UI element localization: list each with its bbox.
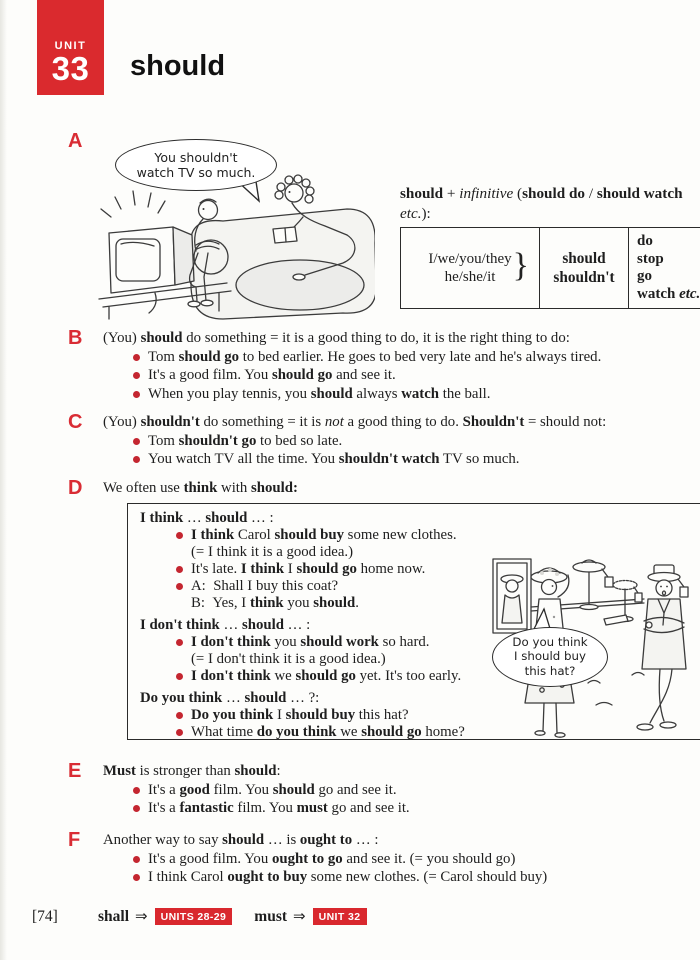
example-text: I think Carol should buy some new clothes. xyxy=(191,526,457,543)
section-e-heading: Must is stronger than should: xyxy=(103,763,281,779)
speech-line: this hat? xyxy=(524,663,576,678)
bullet-dot-icon xyxy=(133,354,140,361)
cross-reference-shall xyxy=(98,907,232,926)
section-c-heading: (You) shouldn't do something = it is not a good thing to do. Shouldn't = should not: xyxy=(103,414,607,430)
example-text: You watch TV all the time. You shouldn't watch TV so much. xyxy=(148,451,520,467)
brace-glyph: } xyxy=(512,247,529,284)
husband-figure xyxy=(637,565,688,730)
section-e-letter: E xyxy=(68,760,82,782)
speech-line: Do you think xyxy=(512,634,588,649)
example-line xyxy=(103,781,686,800)
conjugation-table xyxy=(400,227,700,309)
section-c xyxy=(68,413,686,469)
bullet-dot-icon xyxy=(133,805,140,812)
example-line xyxy=(103,385,686,404)
bullet-dot-icon xyxy=(133,787,140,794)
bullet-dot-icon xyxy=(133,391,140,398)
section-a-letter: A xyxy=(68,130,83,152)
example-note: (= I don't think it is a good idea.) xyxy=(191,650,386,667)
example-text: I think Carol ought to buy some new clothes. (= Carol should buy) xyxy=(148,869,548,885)
example-text: What time do you think we should go home? xyxy=(191,723,465,740)
example-text: Do you think I should buy this hat? xyxy=(191,706,409,723)
unit-ref-badge: UNIT 32 xyxy=(313,908,367,925)
example-text: I don't think we should go yet. It's too early. xyxy=(191,667,462,684)
infinitive-row: stop xyxy=(637,250,664,267)
group-title: I think … should … : xyxy=(140,509,274,526)
section-f xyxy=(68,831,686,887)
double-arrow-icon: ⇒ xyxy=(135,909,148,925)
example-text: Tom shouldn't go to bed so late. xyxy=(148,432,343,449)
page-title: should xyxy=(130,50,226,82)
example-text: It's a fantastic film. You must go and see it. xyxy=(148,800,410,816)
speech-line: watch TV so much. xyxy=(136,165,256,180)
pronoun-row: he/she/it xyxy=(444,269,496,285)
bullet-dot-icon xyxy=(176,673,183,680)
pronoun-row: I/we/you/they xyxy=(428,251,512,267)
example-text: I don't think you should work so hard. xyxy=(191,633,430,650)
bullet-dot-icon xyxy=(176,532,183,539)
pronouns-cell xyxy=(401,228,540,308)
page-number: [74] xyxy=(32,907,58,925)
example-line xyxy=(103,348,686,367)
bullet-dot-icon xyxy=(176,639,183,646)
verb-row: should xyxy=(562,250,606,267)
infinitives-cell xyxy=(629,228,700,308)
example-text: When you play tennis, you should always watch the ball. xyxy=(148,385,491,402)
infinitive-row: go xyxy=(637,268,652,284)
unit-box xyxy=(37,0,104,95)
bullet-dot-icon xyxy=(176,729,183,736)
example-line xyxy=(103,366,686,385)
example-text: It's a good film. You should go and see it. xyxy=(148,781,397,798)
section-e xyxy=(68,762,686,818)
section-f-letter: F xyxy=(68,829,81,851)
think-should-box xyxy=(127,503,700,740)
example-text: Tom should go to bed earlier. He goes to bed very late and he's always tired. xyxy=(148,348,602,365)
hat-shop-cartoon xyxy=(492,555,700,739)
example-line xyxy=(103,850,686,869)
example-line xyxy=(140,527,700,544)
double-arrow-icon: ⇒ xyxy=(293,909,306,925)
unit-ref-badge: UNITS 28-29 xyxy=(155,908,233,925)
ref-word: shall xyxy=(98,907,130,925)
bullet-dot-icon xyxy=(176,566,183,573)
example-note: B: Yes, I think you should. xyxy=(191,594,359,611)
should-formula: should + infinitive (should do / should watch etc.): xyxy=(400,185,683,222)
example-text: It's a good film. You should go and see it. xyxy=(148,367,396,383)
bullet-dot-icon xyxy=(176,583,183,590)
speech-line: I should buy xyxy=(513,649,586,664)
bullet-dot-icon xyxy=(133,438,140,445)
example-line xyxy=(103,799,686,818)
speech-line: You shouldn't xyxy=(154,150,238,165)
speech-bubble xyxy=(492,627,608,687)
section-f-heading: Another way to say should … is ought to … : xyxy=(103,832,379,848)
infinitive-row: do xyxy=(637,233,653,249)
cross-reference-must xyxy=(254,907,366,926)
speech-bubble xyxy=(115,139,277,191)
group-title: Do you think … should … ?: xyxy=(140,689,320,706)
group-title: I don't think … should … : xyxy=(140,616,311,633)
example-text: A: Shall I buy this coat? xyxy=(191,577,339,594)
example-note: (= I think it is a good idea.) xyxy=(191,543,354,560)
page-footer xyxy=(32,907,389,926)
bullet-dot-icon xyxy=(133,372,140,379)
example-line xyxy=(103,432,686,451)
tv-cartoon xyxy=(95,133,375,320)
bullet-dot-icon xyxy=(133,874,140,881)
section-d-heading: We often use think with should: xyxy=(103,480,298,496)
example-line xyxy=(103,450,686,469)
bullet-dot-icon xyxy=(133,856,140,863)
infinitive-row: watch etc. xyxy=(637,285,700,302)
section-b-heading: (You) should do something = it is a good thing to do, it is the right thing to do: xyxy=(103,330,570,346)
unit-number: 33 xyxy=(51,50,90,87)
bullet-dot-icon xyxy=(133,456,140,463)
verb-row: shouldn't xyxy=(553,269,615,286)
section-d-letter: D xyxy=(68,477,83,499)
bullet-dot-icon xyxy=(176,712,183,719)
example-line xyxy=(103,868,686,887)
section-d xyxy=(68,479,686,740)
example-text: It's a good film. You ought to go and see it. (= you should go) xyxy=(148,850,516,867)
verbs-cell xyxy=(540,228,629,308)
section-c-letter: C xyxy=(68,411,83,433)
section-b xyxy=(68,329,686,403)
section-b-letter: B xyxy=(68,327,83,349)
ref-word: must xyxy=(254,907,288,925)
unit-label: UNIT xyxy=(54,40,87,52)
example-text: It's late. I think I should go home now. xyxy=(191,560,426,577)
